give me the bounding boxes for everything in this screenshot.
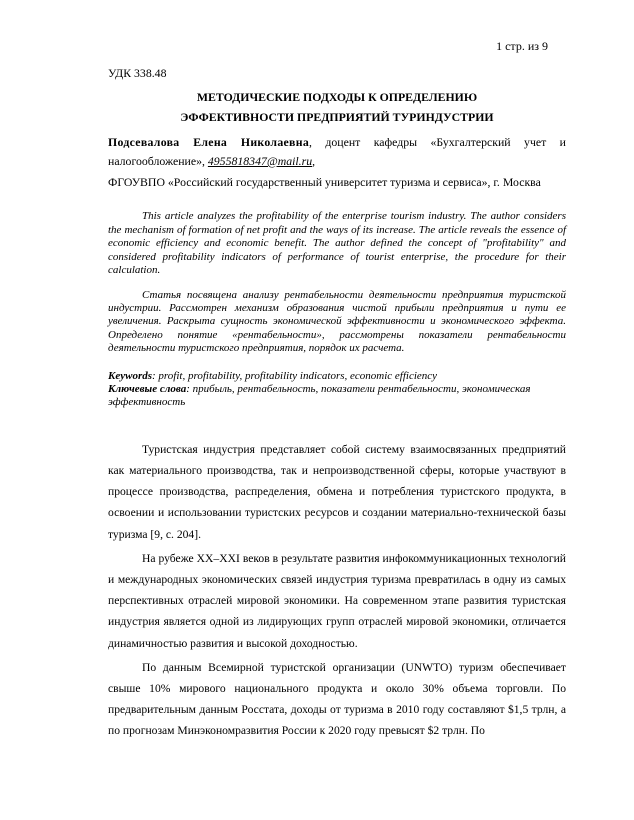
article-title-line-2: ЭФФЕКТИВНОСТИ ПРЕДПРИЯТИЙ ТУРИНДУСТРИИ <box>180 109 494 124</box>
body-paragraph-1: Туристская индустрия представляет собой систему взаимосвязанных предприятий как материального производства, так и непроизводственной сферы, которые участвуют в процессе производства, распределения, обмена и потребления туристского продукта, в освоении и использовании туристских ресурсов и создании материально-технической базы туризма [9, с. 204]. <box>108 442 566 541</box>
article-body <box>108 66 566 742</box>
author-email-link[interactable]: 4955818347@mail.ru <box>207 153 313 168</box>
body-paragraph-3: По данным Всемирной туристской организации (UNWTO) туризм обеспечивает свыше 10% мирового национального продукта и около 30% объема торговли. По предварительным данным Росстата, доходы от туризма в 2010 году составляют $1,5 трлн, а по прогнозам Минэкономразвития России к 2020 году превысят $2 трлн. По <box>108 660 566 738</box>
keywords-ru-text: : прибыль, рентабельность, показатели рентабельности, экономическая эффективность <box>108 382 531 409</box>
keywords-ru <box>108 383 566 410</box>
author-email-trailer: , <box>312 153 316 168</box>
keywords-block <box>108 370 566 410</box>
author-line-2 <box>108 152 566 171</box>
keywords-en <box>108 370 566 383</box>
udk-code: УДК 338.48 <box>108 66 167 80</box>
author-name: Подсевалова Елена Николаевна <box>108 134 310 149</box>
abstract-english: This article analyzes the profitability of the enterprise tourism industry. The author considers the mechanism of formation of net profit and the ways of its increase. The article reveals the essence of economic efficiency and economic benefit. The author defined the concept of "profitability" and considered profitability indicators of performance of tourist enterprise, the procedure for their calculation. <box>108 210 566 277</box>
abstract-russian: Статья посвящена анализу рентабельности деятельности предприятия туристской индустрии. Рассмотрен механизм образования чистой прибыли предприятия и пути ее увеличения. Раскрыта сущность экономической эффективности и экономического эффекта. Определено понятие «рентабельности», рассмотрены показатели рентабельности деятельности туристского предприятия, порядок их расчета. <box>108 288 566 355</box>
author-role-1: , доцент кафедры «Бухгалтерский учет и <box>309 134 566 149</box>
keywords-en-label: Keywords <box>108 369 152 382</box>
keywords-en-text: : profit, profitability, profitability indicators, economic efficiency <box>152 369 438 382</box>
page-counter: 1 стр. из 9 <box>496 39 548 53</box>
author-line <box>108 133 566 152</box>
body-paragraph-2: На рубеже XX–XXI веков в результате развития инфокоммуникационных технологий и международных экономических связей индустрия туризма превратилась в одну из самых перспективных отраслей мировой экономики. На современном этапе развития туристская индустрия является одной из лидирующих групп отраслей мировой экономики, отличается динамичностью развития и высокой доходностью. <box>108 551 566 650</box>
keywords-ru-label: Ключевые слова <box>108 382 187 395</box>
author-role-2: налогообложение», <box>108 153 208 168</box>
organization: ФГОУВПО «Российский государственный университет туризма и сервиса», г. Москва <box>108 174 541 189</box>
article-title-line-1: МЕТОДИЧЕСКИЕ ПОДХОДЫ К ОПРЕДЕЛЕНИЮ <box>196 89 478 104</box>
